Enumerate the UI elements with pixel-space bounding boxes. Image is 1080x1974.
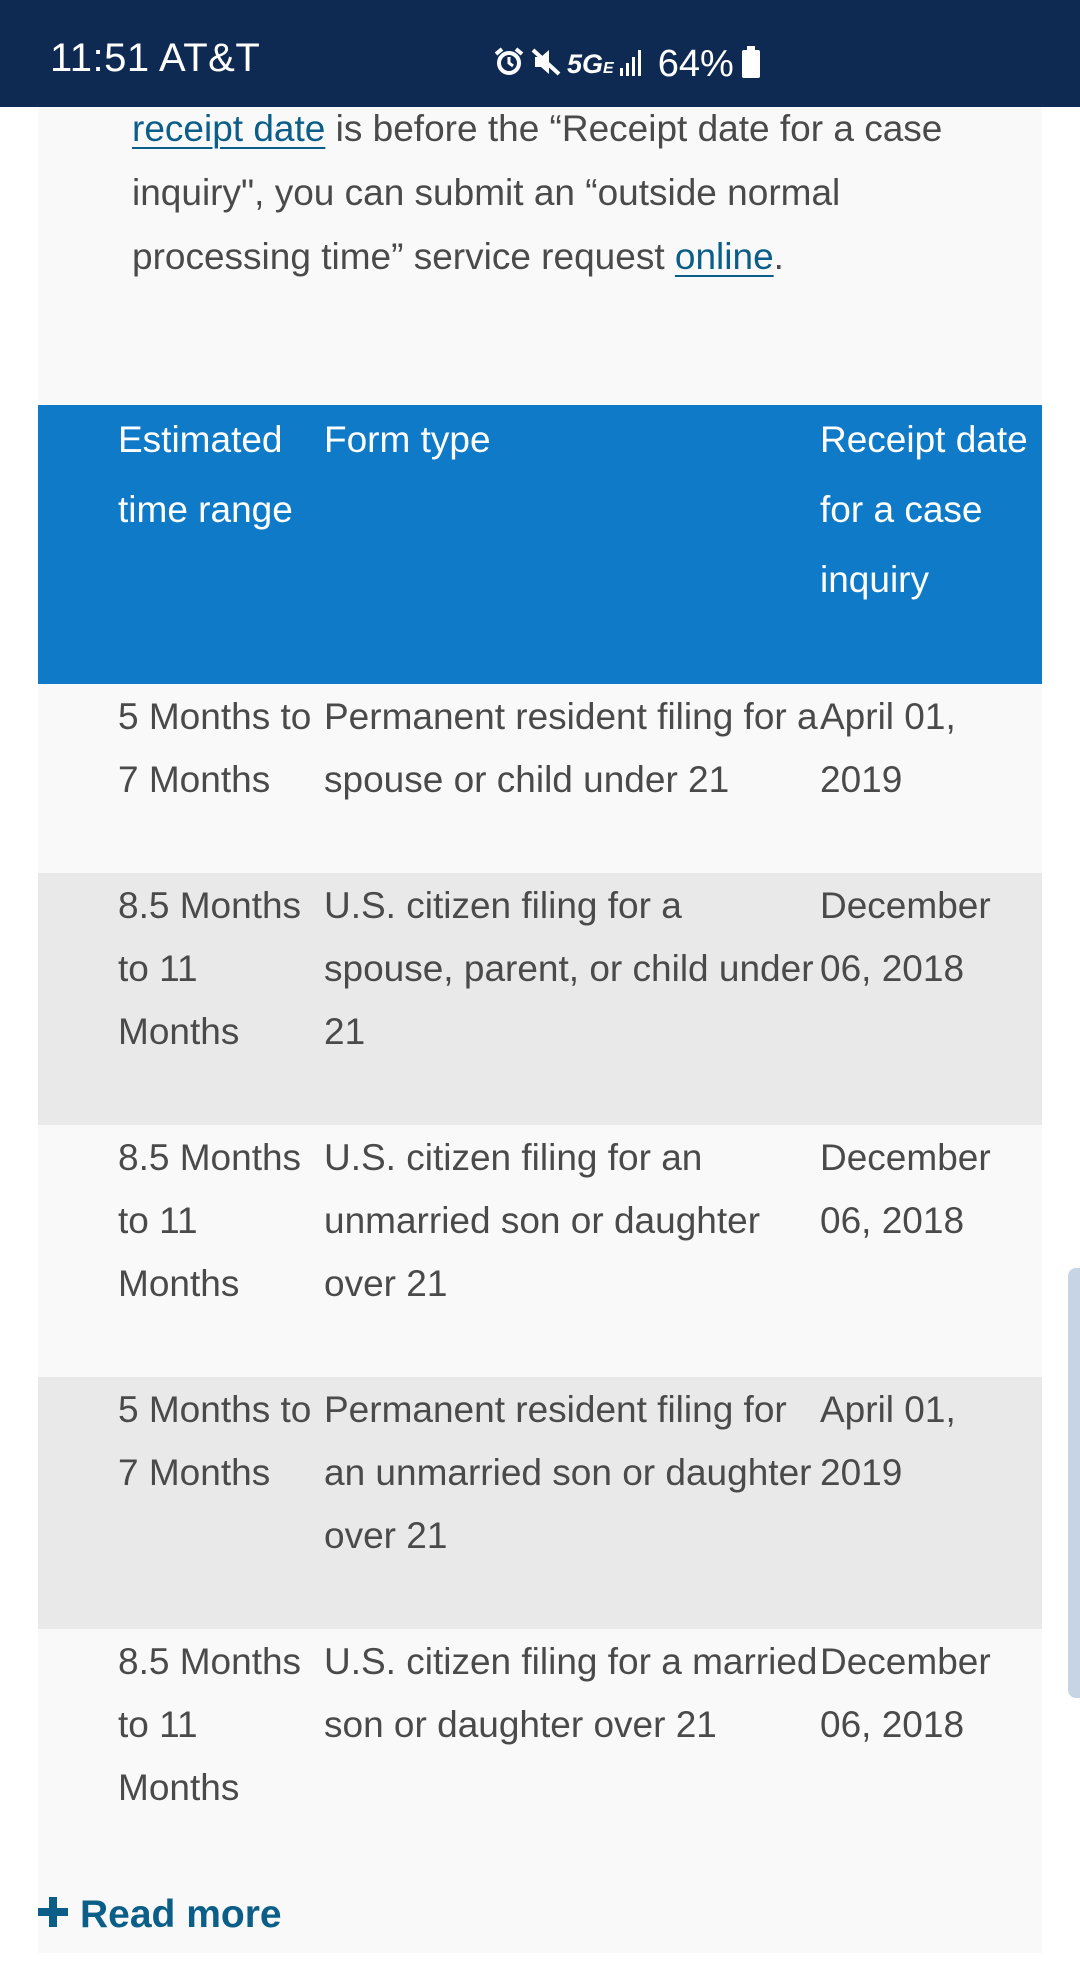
status-time-carrier: 11:51 AT&T [50,36,261,80]
cell-time-range: 5 Months to 7 Months [38,1377,324,1629]
header-receipt-date: Receipt date for a case inquiry [820,405,1042,684]
cell-receipt-date: April 01, 2019 [820,1377,1042,1629]
receipt-date-link[interactable]: receipt date [132,108,326,149]
status-bar [0,0,1080,107]
alarm-icon [493,46,525,83]
cell-form-type: Permanent resident filing for an unmarried son or daughter over 21 [324,1377,820,1629]
battery-percent: 64% [657,42,734,85]
table-row [38,1377,1042,1629]
read-more-link[interactable] [38,1893,282,1937]
processing-times-table [38,405,1042,1881]
read-more-label: Read more [80,1893,282,1936]
plus-icon [38,1893,68,1937]
signal-icon [620,48,646,81]
cell-receipt-date: December 06, 2018 [820,1125,1042,1377]
table-header-row [38,405,1042,684]
table-row [38,873,1042,1125]
mute-icon [531,46,561,83]
cell-receipt-date: December 06, 2018 [820,873,1042,1125]
header-estimated-time: Estimated time range [38,405,324,684]
battery-icon [742,46,760,83]
cell-time-range: 8.5 Months to 11 Months [38,1125,324,1377]
header-form-type: Form type [324,405,820,684]
intro-text: is before the “Receipt date for a case inquiry", you can submit an “outside normal processing time” service request [132,108,943,277]
cell-form-type: U.S. citizen filing for a married son or daughter over 21 [324,1629,820,1881]
table-row [38,1125,1042,1377]
cell-form-type: U.S. citizen filing for a spouse, parent, or child under 21 [324,873,820,1125]
intro-paragraph [132,97,1012,289]
cell-time-range: 8.5 Months to 11 Months [38,873,324,1125]
network-label: 5GE [567,48,614,79]
content-card [38,107,1042,1953]
online-link[interactable]: online [674,236,774,277]
table-row [38,1629,1042,1881]
cell-receipt-date: December 06, 2018 [820,1629,1042,1881]
intro-period: . [773,236,784,277]
cell-time-range: 8.5 Months to 11 Months [38,1629,324,1881]
status-icons [493,44,766,84]
scrollbar-handle[interactable] [1068,1268,1080,1698]
cell-time-range: 5 Months to 7 Months [38,684,324,873]
cell-form-type: Permanent resident filing for a spouse or child under 21 [324,684,820,873]
cell-form-type: U.S. citizen filing for an unmarried son or daughter over 21 [324,1125,820,1377]
cell-receipt-date: April 01, 2019 [820,684,1042,873]
table-row [38,684,1042,873]
